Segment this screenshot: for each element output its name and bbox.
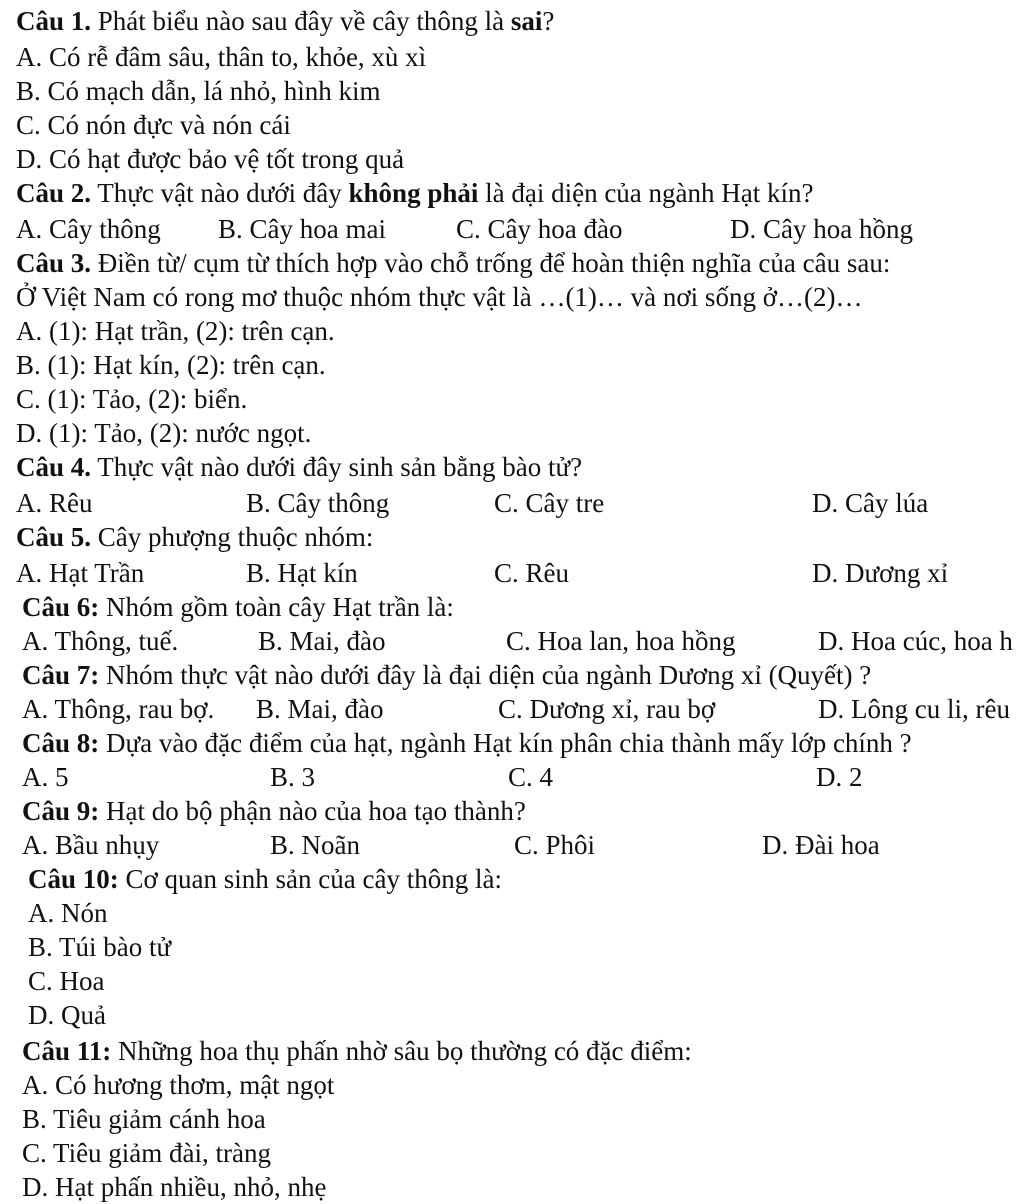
question-number: Câu 2. [16,178,92,208]
question-number: Câu 11: [22,1036,112,1066]
question-8 [22,726,912,760]
option-d: D. Quả [28,1000,106,1030]
question-3 [16,246,890,280]
option-c: C. Cây tre [494,488,605,518]
option-d: D. Hạt phấn nhiều, nhỏ, nhẹ [22,1172,327,1202]
option-a: A. Có rễ đâm sâu, thân to, khỏe, xù xì [16,42,427,72]
question-text: Hạt do bộ phận nào của hoa tạo thành? [99,796,526,826]
question-number: Câu 5. [16,522,92,552]
option-d: D. 2 [816,762,863,792]
question-11 [22,1034,692,1068]
option-b: B. (1): Hạt kín, (2): trên cạn. [16,350,326,380]
question-1 [16,4,554,38]
question-5 [16,520,373,554]
option-b: B. Mai, đào [258,626,386,656]
option-d: D. Cây hoa hồng [730,214,913,244]
option-c: C. Có nón đực và nón cái [16,110,291,140]
option-c: C. Rêu [494,558,570,588]
question-text: Cây phượng thuộc nhóm: [91,522,374,552]
question-text: Điền từ/ cụm từ thích hợp vào chỗ trống để hoàn thiện nghĩa của câu sau: [91,248,891,278]
option-a: A. Thông, rau bợ. [22,694,215,724]
option-a: A. Rêu [16,488,93,518]
option-c: C. Cây hoa đào [456,214,623,244]
question-number: Câu 6: [22,592,100,622]
option-d: D. (1): Tảo, (2): nước ngọt. [16,418,312,448]
question-text: Phát biểu nào sau đây về cây thông là [91,6,511,36]
option-d: D. Hoa cúc, hoa h [818,626,1013,656]
option-b: B. 3 [270,762,316,792]
question-number: Câu 1. [16,6,92,36]
question-6 [22,590,454,624]
option-c: C. Hoa [28,966,105,996]
option-b: B. Hạt kín [246,558,358,588]
question-text: Những hoa thụ phấn nhờ sâu bọ thường có đặc điểm: [111,1036,692,1066]
question-text: Dựa vào đặc điểm của hạt, ngành Hạt kín phân chia thành mấy lớp chính ? [99,728,912,758]
option-b: B. Cây thông [246,488,390,518]
option-d: D. Đài hoa [762,830,880,860]
question-text: Thực vật nào dưới đây sinh sản bằng bào tử? [91,452,583,482]
option-a: A. Nón [28,898,108,928]
question-9 [22,794,526,828]
option-b: B. Tiêu giảm cánh hoa [22,1104,266,1134]
option-b: B. Cây hoa mai [218,214,386,244]
option-a: A. (1): Hạt trần, (2): trên cạn. [16,316,335,346]
question-number: Câu 3. [16,248,92,278]
option-c: C. 4 [508,762,554,792]
question-text: Thực vật nào dưới đây [91,178,349,208]
option-d: D. Có hạt được bảo vệ tốt trong quả [16,144,405,174]
question-2 [16,176,814,210]
option-c: C. Phôi [514,830,596,860]
question-number: Câu 7: [22,660,100,690]
option-a: A. Cây thông [16,214,161,244]
option-b: B. Noãn [270,830,360,860]
question-text: Nhóm thực vật nào dưới đây là đại diện của ngành Dương xỉ (Quyết) ? [99,660,872,690]
option-a: A. Thông, tuế. [22,626,179,656]
question-3-sentence: Ở Việt Nam có rong mơ thuộc nhóm thực vật là …(1)… và nơi sống ở…(2)… [16,282,863,312]
question-number: Câu 9: [22,796,100,826]
question-7 [22,658,871,692]
option-a: A. Hạt Trần [16,558,145,588]
question-text: Nhóm gồm toàn cây Hạt trần là: [99,592,454,622]
option-d: D. Cây lúa [812,488,929,518]
question-10 [28,862,502,896]
question-text: Cơ quan sinh sản của cây thông là: [118,864,502,894]
question-emphasis: không phải [348,178,479,208]
option-b: B. Có mạch dẫn, lá nhỏ, hình kim [16,76,381,106]
option-c: C. Hoa lan, hoa hồng [506,626,736,656]
option-a: A. Bầu nhụy [22,830,160,860]
option-b: B. Túi bào tử [28,932,172,962]
question-number: Câu 10: [28,864,119,894]
question-number: Câu 8: [22,728,100,758]
question-4 [16,450,582,484]
option-b: B. Mai, đào [256,694,384,724]
option-d: D. Lông cu li, rêu [818,694,1010,724]
option-c: C. Tiêu giảm đài, tràng [22,1138,271,1168]
option-d: D. Dương xỉ [812,558,949,588]
question-emphasis: sai [510,6,543,36]
option-c: C. (1): Tảo, (2): biển. [16,384,248,414]
option-c: C. Dương xỉ, rau bợ [498,694,716,724]
question-text-end: ? [542,6,555,36]
option-a: A. 5 [22,762,69,792]
question-text-end: là đại diện của ngành Hạt kín? [478,178,814,208]
option-a: A. Có hương thơm, mật ngọt [22,1070,335,1100]
question-number: Câu 4. [16,452,92,482]
